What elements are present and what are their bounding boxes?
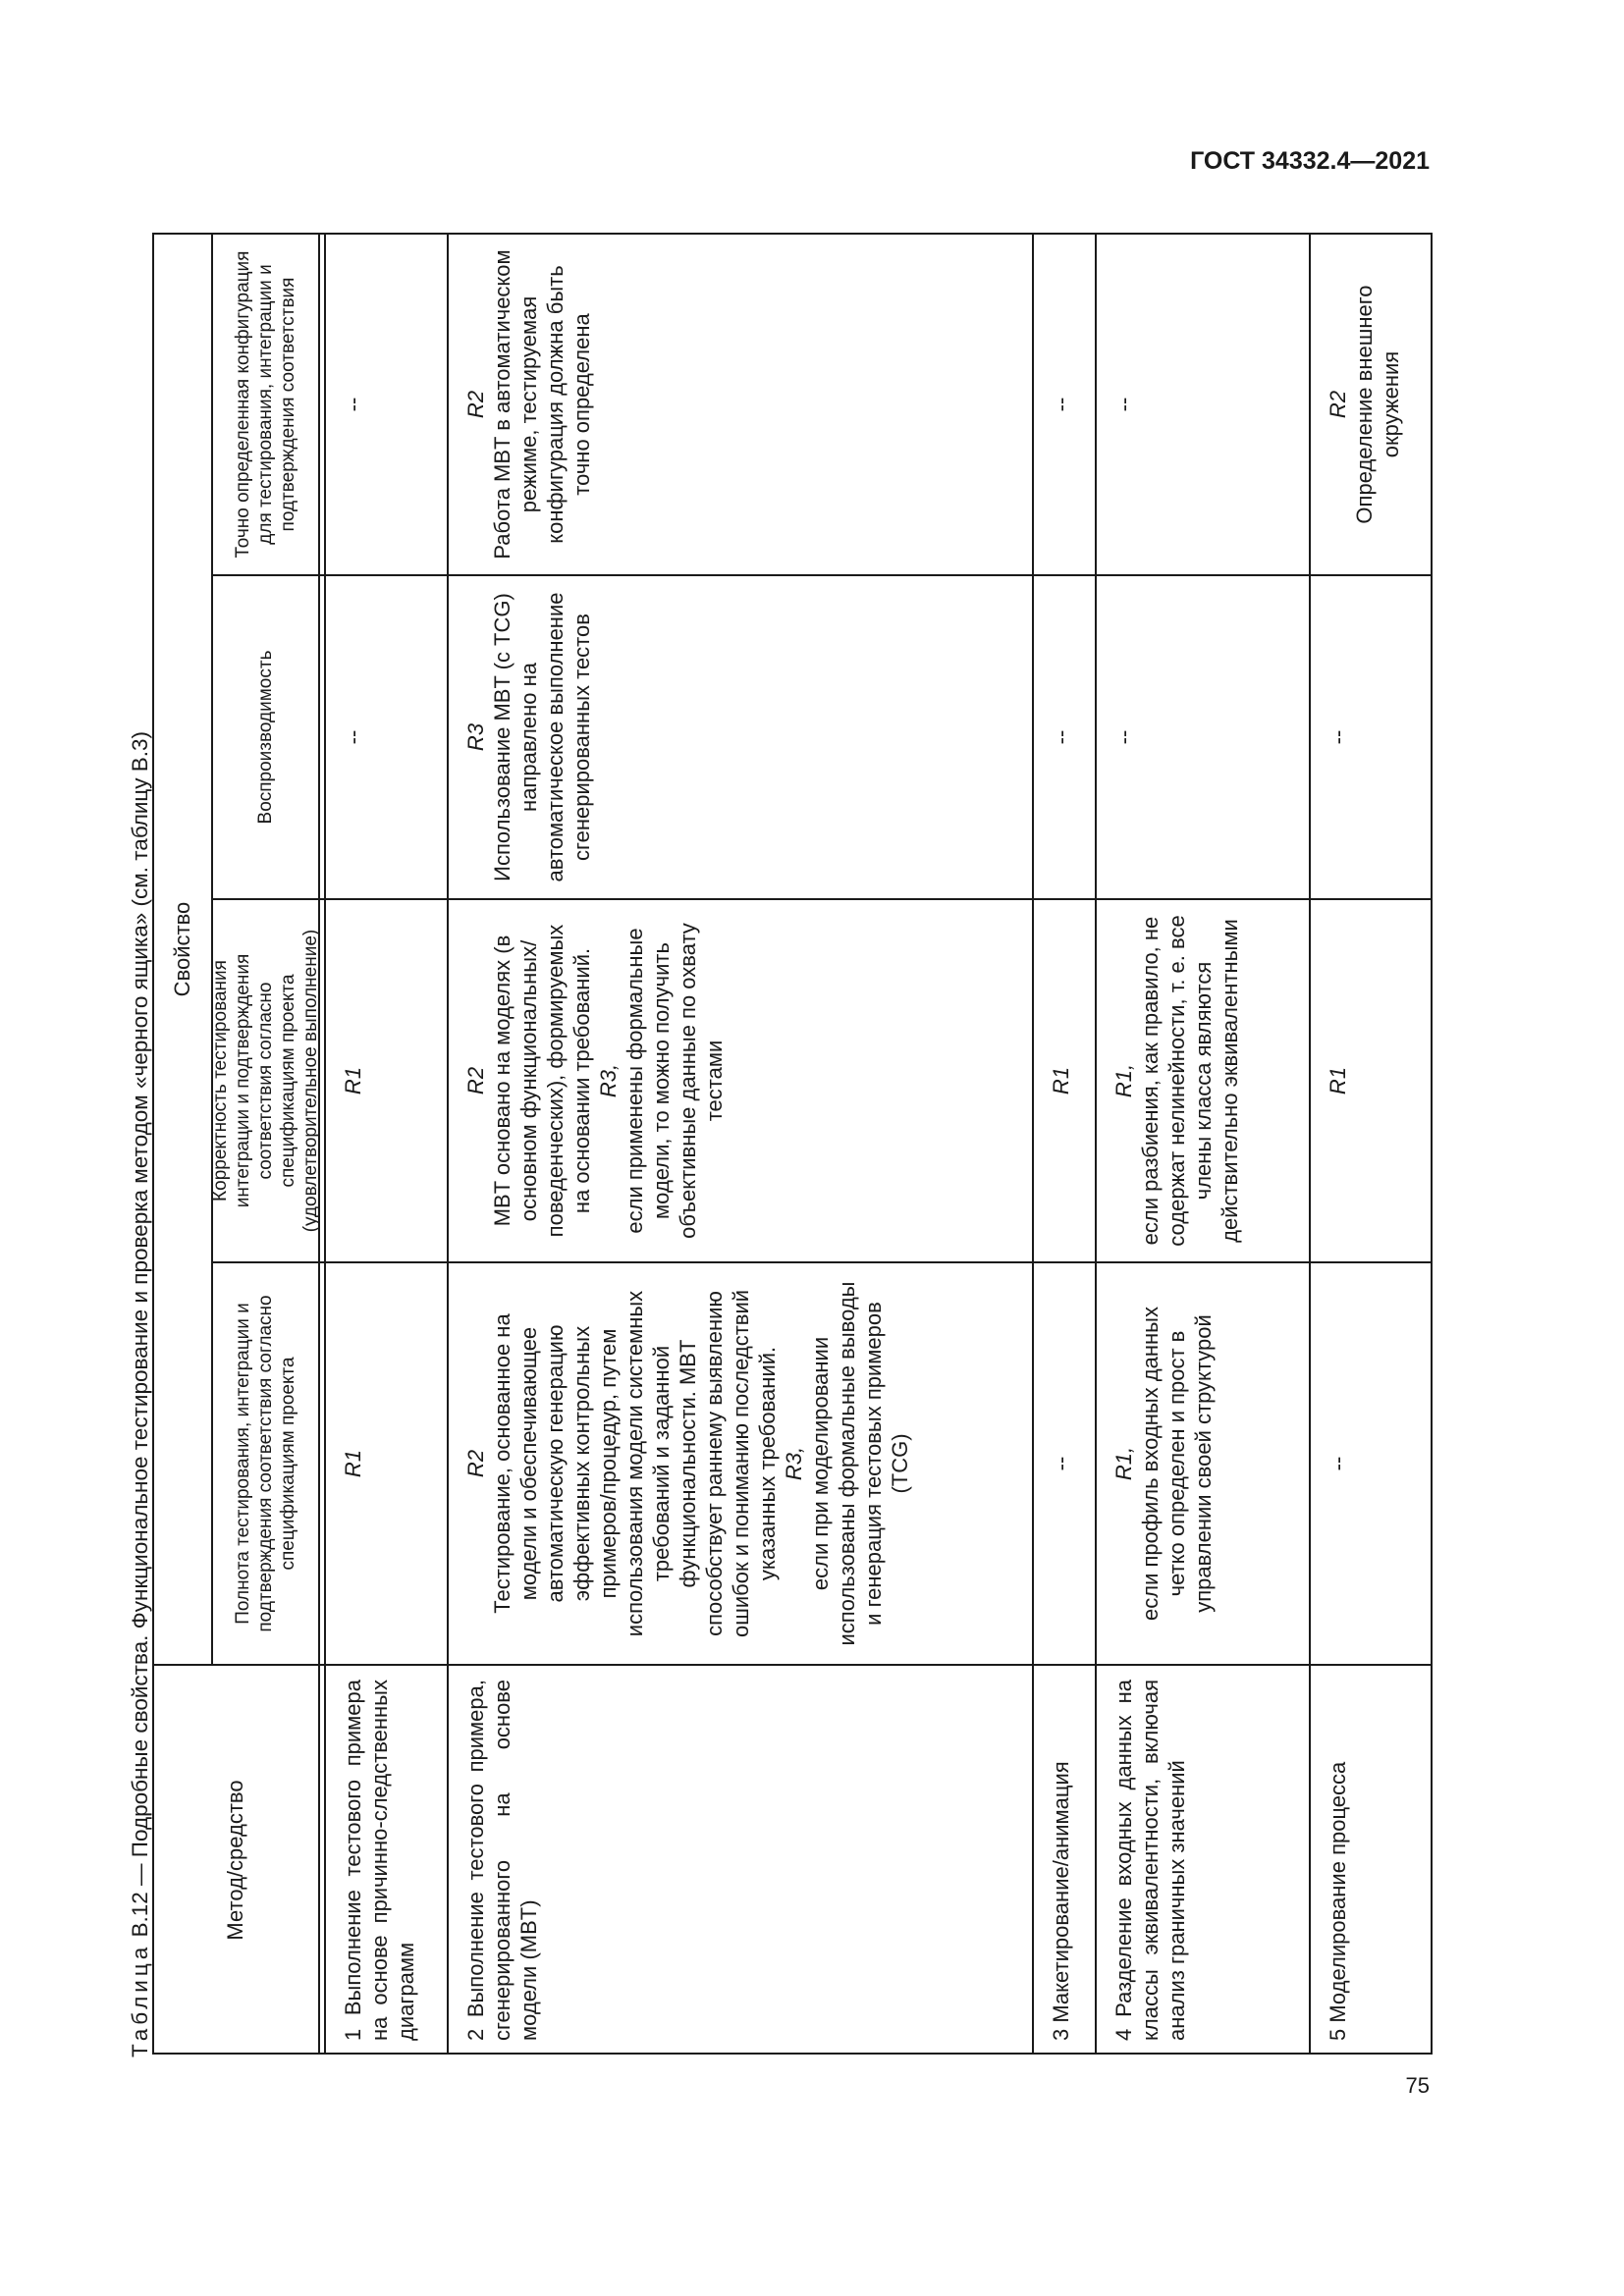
header-property-group-label: Свойство <box>169 901 194 997</box>
properties-table <box>152 233 1433 2055</box>
row-4-method <box>1097 1666 1309 2055</box>
row-4-configuration <box>1097 235 1309 574</box>
row-5-correctness-code: R1 <box>1326 1066 1350 1095</box>
row-3-method-text: 3 Макетирование/анимация <box>1049 1761 1073 2041</box>
row-2-method-text: 2 Выполнение тестового примера, сгенерированного на основе модели (MBT) <box>463 1680 541 2041</box>
row-1-reproducibility <box>326 576 447 898</box>
row-2-correctness-code: R2 <box>463 1066 488 1095</box>
row-1-method <box>326 1666 447 2055</box>
row-1-completeness-code: R1 <box>341 1449 365 1478</box>
header-col-reproducibility <box>213 576 318 898</box>
row-4-correctness-text: если разбиения, как правило, не содержат нелинейности, т. е. все члены класса являются действительно эквивалентными <box>1138 915 1242 1247</box>
header-col-correctness <box>210 900 321 1261</box>
row-4-configuration-code: -- <box>1111 397 1136 412</box>
row-2-reproducibility <box>449 576 1032 898</box>
row-5-configuration <box>1311 235 1431 574</box>
row-3-completeness <box>1034 1263 1095 1664</box>
row-2-completeness-text2: если при моделировании использованы формальные выводы и генерация тестовых примеров (TCG) <box>808 1281 912 1646</box>
row-2-completeness-code2: R3, <box>782 1446 806 1481</box>
row-2-completeness <box>449 1263 1032 1664</box>
row-2-completeness-code: R2 <box>463 1449 488 1478</box>
caption-text: В.12 — Подробные свойства. Функциональное тестирование и проверка методом «черного ящика» (см. таблицу В.3) <box>128 730 152 1944</box>
header-method <box>152 1666 318 2055</box>
row-2-correctness <box>449 900 1032 1261</box>
header-property-group <box>152 235 211 1664</box>
row-2-correctness-code2: R3, <box>596 1063 621 1098</box>
row-3-method <box>1034 1666 1095 2055</box>
row-1-completeness <box>326 1263 447 1664</box>
table-caption <box>128 731 153 2057</box>
row-4-reproducibility <box>1097 576 1309 898</box>
row-4-reproducibility-code: -- <box>1111 729 1136 745</box>
row-1-configuration-code: -- <box>341 397 365 412</box>
row-2-method <box>449 1666 1032 2055</box>
row-2-configuration-text: Работа MBT в автоматическом режиме, тестируемая конфигурация должна быть точно определена <box>490 249 594 560</box>
row-4-correctness-code: R1, <box>1111 1063 1136 1098</box>
row-5-method <box>1311 1666 1431 2055</box>
row-5-completeness-code: -- <box>1326 1456 1350 1471</box>
row-4-correctness <box>1097 900 1309 1261</box>
row-2-completeness-text: Тестирование, основанное на модели и обеспечивающее автоматическую генерацию эффективных контрольных примеров/процедур, путем использования модели системных требований и заданной функциональности. MBT способствует раннему выявлению ошибок и пониманию последствий указанных требований. <box>490 1289 780 1638</box>
row-2-reproducibility-code: R3 <box>463 722 488 752</box>
row-2-configuration <box>449 235 1032 574</box>
header-col-configuration <box>213 235 318 574</box>
row-4-completeness-text: если профиль входных данных четко определен и прост в управлении своей структурой <box>1138 1307 1216 1621</box>
row-5-configuration-code: R2 <box>1326 390 1350 419</box>
row-1-correctness <box>326 900 447 1261</box>
row-1-method-text: 1 Выполнение тестового примера на основе причинно-следственных диаграмм <box>341 1680 418 2041</box>
page-number: 75 <box>1405 2073 1430 2098</box>
header-col-reproducibility-label: Воспроизводимость <box>255 650 276 825</box>
row-3-configuration-code: -- <box>1049 397 1073 412</box>
row-5-correctness <box>1311 900 1431 1261</box>
row-2-correctness-text2: если применены формальные модели, то можно получить объективные данные по охвату тестами <box>623 923 727 1239</box>
row-1-configuration <box>326 235 447 574</box>
row-3-correctness-code: R1 <box>1049 1066 1073 1095</box>
row-3-completeness-code: -- <box>1049 1456 1073 1471</box>
row-2-correctness-text: MBT основано на моделях (в основном функциональных/поведенческих), формируемых на основании требований. <box>490 924 594 1238</box>
row-5-reproducibility-code: -- <box>1326 729 1350 745</box>
header-col-completeness-label: Полнота тестирования, интеграции и подтверждения соответствия согласно спецификациям проекта <box>233 1295 298 1632</box>
header-col-configuration-label: Точно определенная конфигурация для тестирования, интеграции и подтверждения соответствия <box>233 250 298 559</box>
row-1-reproducibility-code: -- <box>341 729 365 745</box>
row-4-completeness <box>1097 1263 1309 1664</box>
row-4-method-text: 4 Разделение входных данных на классы эквивалентности, включая анализ граничных значений <box>1111 1680 1189 2041</box>
row-5-configuration-text: Определение внешнего окружения <box>1352 285 1403 524</box>
caption-prefix: Таблица <box>128 1943 152 2057</box>
row-5-completeness <box>1311 1263 1431 1664</box>
standard-designation: ГОСТ 34332.4—2021 <box>1190 147 1430 175</box>
row-4-completeness-code: R1, <box>1111 1446 1136 1481</box>
row-5-method-text: 5 Моделирование процесса <box>1326 1761 1350 2041</box>
row-3-reproducibility-code: -- <box>1049 729 1073 745</box>
row-2-configuration-code: R2 <box>463 390 488 419</box>
row-2-reproducibility-text: Использование MBT (с TCG) направлено на автоматическое выполнение сгенерированных тестов <box>490 592 594 882</box>
header-col-completeness <box>213 1263 318 1664</box>
header-method-label: Метод/средство <box>223 1780 247 1941</box>
row-3-correctness <box>1034 900 1095 1261</box>
header-col-correctness-label: Корректность тестирования интеграции и подтверждения соответствия согласно спецификациям проекта (удовлетворительное выполнение) <box>210 929 321 1233</box>
row-3-configuration <box>1034 235 1095 574</box>
row-1-correctness-code: R1 <box>341 1066 365 1095</box>
row-3-reproducibility <box>1034 576 1095 898</box>
row-5-reproducibility <box>1311 576 1431 898</box>
